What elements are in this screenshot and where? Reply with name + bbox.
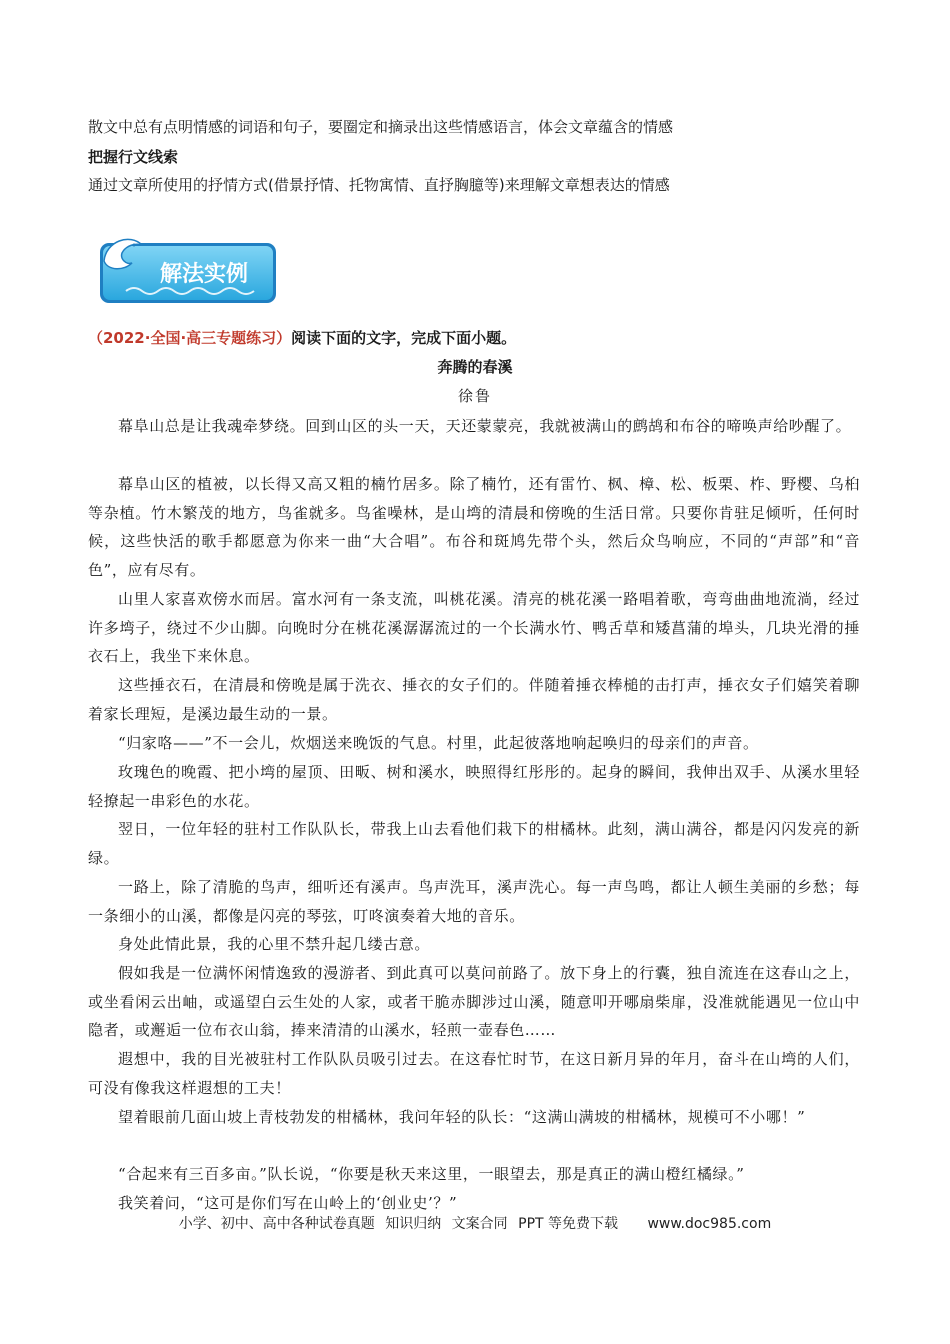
paragraph: 幕阜山区的植被，以长得又高又粗的楠竹居多。除了楠竹，还有雷竹、枫、樟、松、板栗、柞、野樱、乌桕等杂植。竹木繁茂的地方，鸟雀就多。鸟雀噪林，是山塆的清晨和傍晚的生活日常。只要你肯驻足倾听，任何时候，这些快活的歌手都愿意为你来一曲“大合唱”。布谷和斑鸠先带个头，然后众鸟响应，不同的“声部”和“音色”，应有尽有。 [88, 475, 860, 579]
paragraph: “归家咯——”不一会儿，炊烟送来晚饭的气息。村里，此起彼落地响起唤归的母亲们的声音。 [118, 734, 759, 752]
article-author: 徐鲁 [457, 387, 492, 405]
paragraph: 幕阜山总是让我魂牵梦绕。回到山区的头一天，天还蒙蒙亮，我就被满山的鹧鸪和布谷的啼唤声给吵醒了。 [118, 417, 852, 435]
footer [0, 1213, 950, 1233]
footer-text-3: 文案合同 [451, 1216, 508, 1232]
intro-heading: 把握行文线索 [88, 148, 179, 166]
paragraph: 遐想中，我的目光被驻村工作队队员吸引过去。在这春忙时节，在这日新月异的年月，奋斗在山塆的人们，可没有像我这样遐想的工夫！ [88, 1050, 860, 1097]
badge-label: 解法实例 [159, 262, 249, 287]
footer-url[interactable]: www.doc985.com [647, 1216, 772, 1232]
paragraph: 身处此情此景，我的心里不禁升起几缕古意。 [118, 935, 431, 953]
paragraph: “合起来有三百多亩。”队长说，“你要是秋天来这里，一眼望去，那是真正的满山橙红橘绿。” [118, 1165, 745, 1183]
intro-line-2: 通过文章所使用的抒情方式(借景抒情、托物寓情、直抒胸臆等)来理解文章想表达的情感 [88, 176, 670, 194]
question-prompt: 阅读下面的文字，完成下面小题。 [291, 329, 517, 347]
badge-graphic [96, 231, 280, 307]
intro-line-1: 散文中总有点明情感的词语和句子，要圈定和摘录出这些情感语言，体会文章蕴含的情感 [88, 118, 674, 136]
footer-text-4: PPT 等免费下载 [518, 1216, 619, 1232]
paragraph: 假如我是一位满怀闲情逸致的漫游者、到此真可以莫问前路了。放下身上的行囊，独自流连在这春山之上，或坐看闲云出岫，或遥望白云生处的人家，或者干脆赤脚涉过山溪，随意叩开哪扇柴扉，没准就能遇见一位山中隐者，或邂逅一位布衣山翁，捧来清清的山溪水，轻煎一壶春色…… [88, 964, 860, 1040]
question-line [88, 327, 516, 348]
paragraph: 翌日，一位年轻的驻村工作队队长，带我上山去看他们栽下的柑橘林。此刻，满山满谷，都是闪闪发亮的新绿。 [88, 820, 860, 867]
paragraph: 山里人家喜欢傍水而居。富水河有一条支流，叫桃花溪。清亮的桃花溪一路唱着歌，弯弯曲曲地流淌，经过许多塆子，绕过不少山脚。向晚时分在桃花溪潺潺流过的一个长满水竹、鸭舌草和矮菖蒲的埠头，几块光滑的捶衣石上，我坐下来休息。 [88, 590, 860, 666]
paragraph: 这些捶衣石，在清晨和傍晚是属于洗衣、捶衣的女子们的。伴随着捶衣棒槌的击打声，捶衣女子们嬉笑着聊着家长理短，是溪边最生动的一景。 [88, 676, 860, 723]
paragraph: 我笑着问，“这可是你们写在山岭上的‘创业史’？” [118, 1194, 458, 1212]
paragraph: 玫瑰色的晚霞、把小塆的屋顶、田畈、树和溪水，映照得红彤彤的。起身的瞬间，我伸出双手、从溪水里轻轻撩起一串彩色的水花。 [88, 763, 860, 810]
article-title: 奔腾的春溪 [437, 358, 513, 376]
question-source: （2022·全国·高三专题练习） [88, 329, 292, 347]
paragraph: 望着眼前几面山坡上青枝勃发的柑橘林，我问年轻的队长：“这满山满坡的柑橘林，规模可不小哪！” [118, 1108, 806, 1126]
method-example-badge [96, 231, 276, 303]
footer-text-2: 知识归纳 [385, 1216, 442, 1232]
paragraph: 一路上，除了清脆的鸟声，细听还有溪声。鸟声洗耳，溪声洗心。每一声鸟鸣，都让人顿生美丽的乡愁；每一条细小的山溪，都像是闪亮的琴弦，叮咚演奏着大地的音乐。 [88, 878, 860, 925]
footer-text-1: 小学、初中、高中各种试卷真题 [178, 1216, 375, 1232]
